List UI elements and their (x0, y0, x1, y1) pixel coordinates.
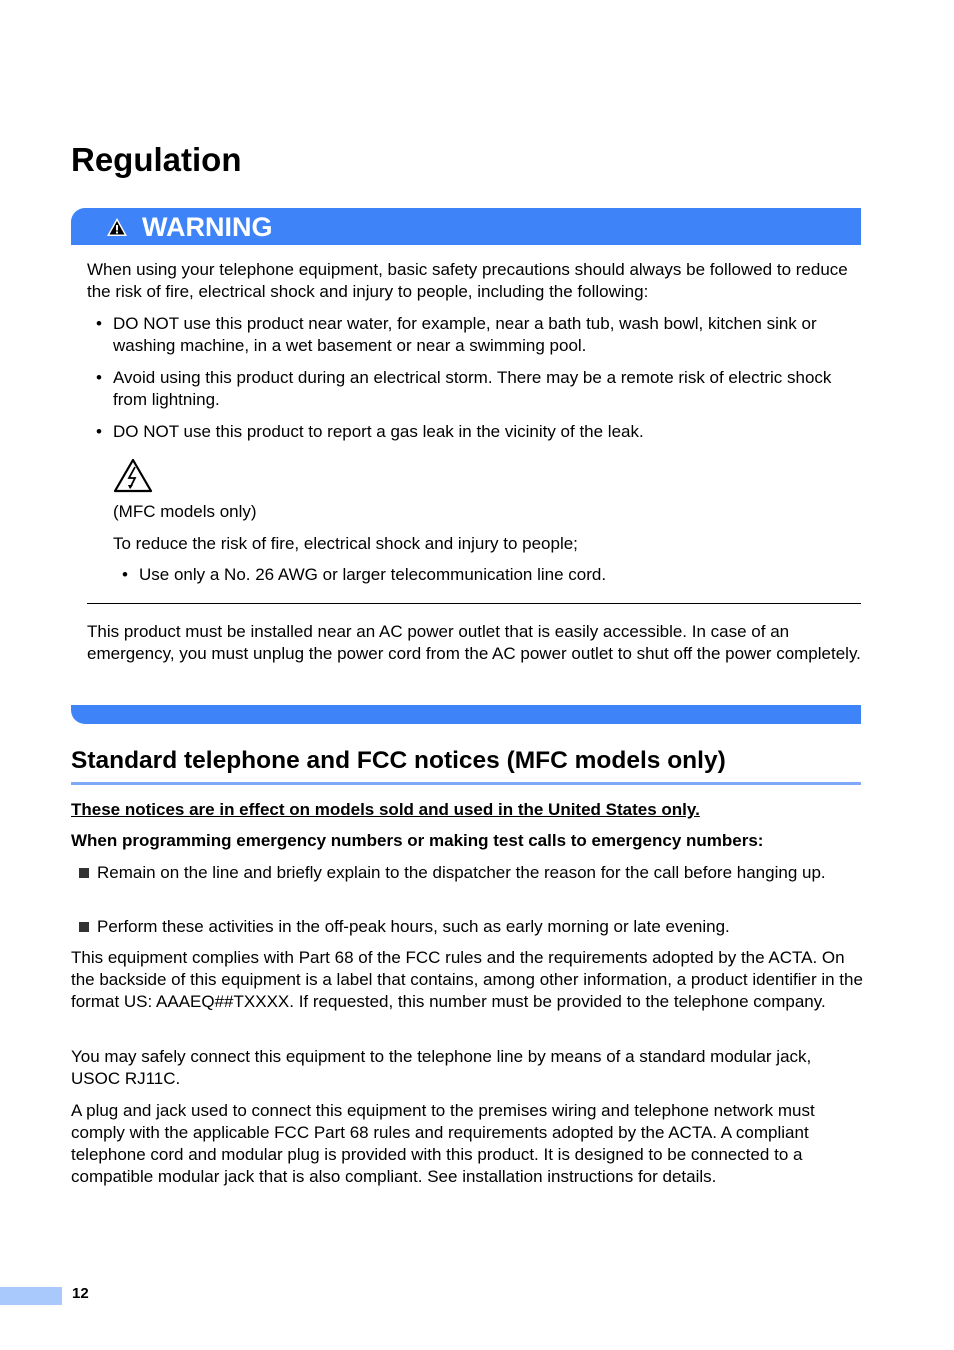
paragraph: This equipment complies with Part 68 of the FCC rules and the requirements adopted by the ACTA. On the backside of this equipment is a label that contains, among other information, a product identifier in the format US: AAAEQ##TXXXX. If requested, this number must be provided to the telephone company. (71, 948, 863, 1011)
page-tab (0, 1287, 62, 1305)
warning-banner (71, 208, 861, 245)
warning-footer-bar (71, 705, 861, 724)
electric-shock-icon (113, 458, 153, 494)
section-rule (71, 782, 861, 785)
divider (87, 603, 861, 604)
warning-label: WARNING (142, 212, 273, 242)
emergency-heading: When programming emergency numbers or making test calls to emergency numbers: (71, 831, 764, 850)
us-only-notice: These notices are in effect on models sold and used in the United States only. (71, 800, 700, 819)
list-item-text: Perform these activities in the off-peak hours, such as early morning or late evening. (97, 917, 730, 936)
list-item-text: DO NOT use this product near water, for example, near a bath tub, wash bowl, kitchen sink or washing machine, in a wet basement or near a swimming pool. (113, 314, 817, 355)
power-note: This product must be installed near an AC power outlet that is easily accessible. In case of an emergency, you must unplug the power cord from the AC power outlet to shut off the power completely. (87, 622, 861, 663)
list-item-text: Remain on the line and briefly explain to the dispatcher the reason for the call before hanging up. (97, 863, 826, 882)
bullet-square-icon (79, 868, 89, 878)
paragraph: You may safely connect this equipment to the telephone line by means of a standard modular jack, USOC RJ11C. (71, 1047, 812, 1088)
section-title: Standard telephone and FCC notices (MFC models only) (71, 747, 726, 774)
list-item-text: Avoid using this product during an electrical storm. There may be a remote risk of electric shock from lightning. (113, 368, 832, 409)
list-item-text: DO NOT use this product to report a gas leak in the vicinity of the leak. (113, 422, 644, 441)
paragraph: A plug and jack used to connect this equipment to the premises wiring and telephone network must comply with the applicable FCC Part 68 rules and requirements adopted by the ACTA. A compliant telephone cord and modular plug is provided with this product. It is designed to be connected to a compatible modular jack that is also compliant. See installation instructions for details. (71, 1101, 815, 1186)
bullet-square-icon (79, 922, 89, 932)
warning-intro: When using your telephone equipment, basic safety precautions should always be followed to reduce the risk of fire, electrical shock and injury to people, including the following: (87, 260, 848, 301)
page-number: 12 (72, 1285, 89, 1302)
list-item-text: Use only a No. 26 AWG or larger telecommunication line cord. (139, 565, 607, 584)
mfc-intro: To reduce the risk of fire, electrical shock and injury to people; (113, 534, 578, 553)
mfc-note: (MFC models only) (113, 502, 257, 521)
warning-triangle-icon (106, 217, 128, 237)
page-title: Regulation (71, 141, 242, 178)
